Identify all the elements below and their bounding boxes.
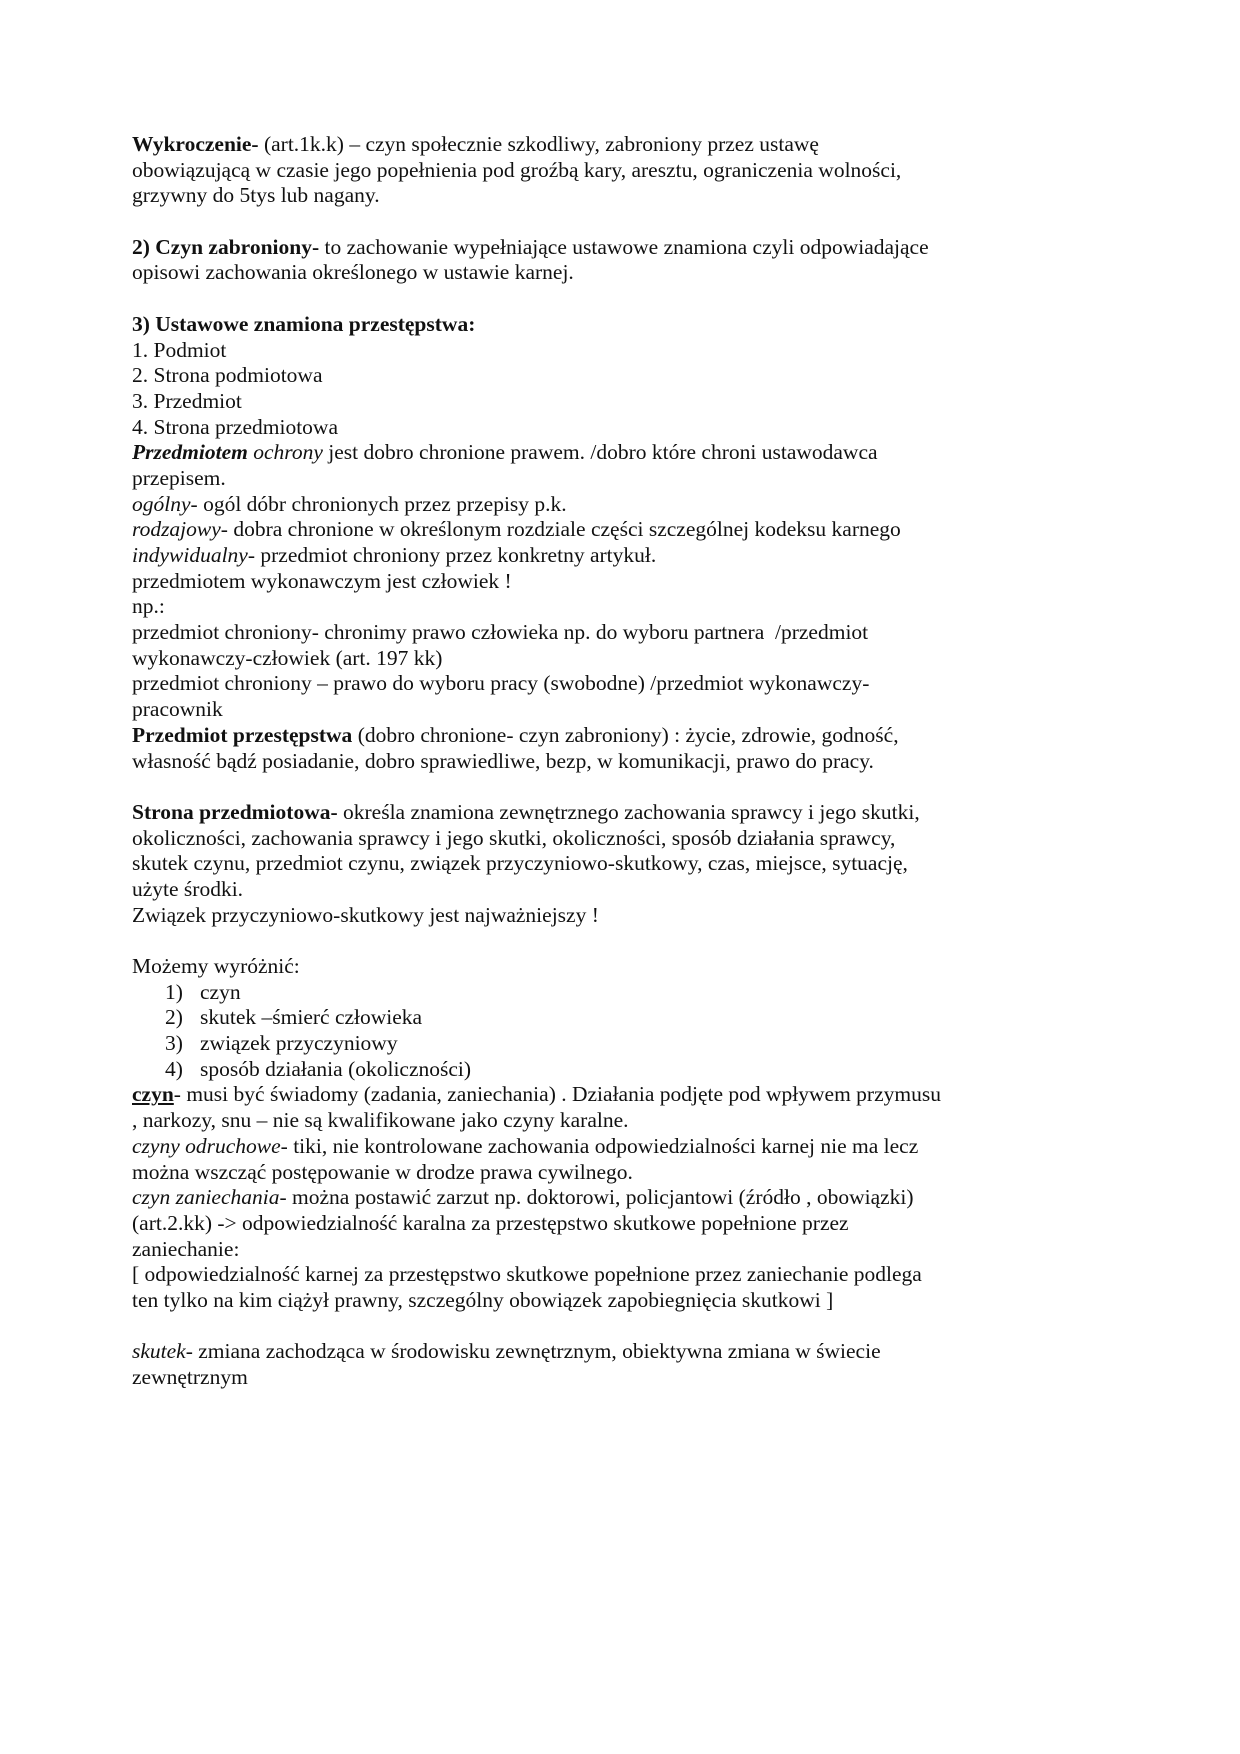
text-segment: przedmiotem wykonawczym jest człowiek ! bbox=[132, 568, 512, 593]
text-line bbox=[132, 1108, 1092, 1134]
text-segment: zewnętrznym bbox=[132, 1365, 248, 1389]
list-item bbox=[132, 1005, 1092, 1031]
text-line bbox=[132, 620, 1092, 646]
text-line bbox=[132, 1185, 1092, 1211]
text-segment: - dobra chronione w określonym rozdziale części szczególnej kodeksu karnego bbox=[220, 517, 901, 542]
text-line bbox=[132, 1288, 1092, 1314]
text-line bbox=[132, 492, 1092, 518]
text-line bbox=[132, 466, 1092, 492]
text-segment: pracownik bbox=[132, 697, 223, 722]
document-page bbox=[132, 132, 1092, 1391]
emphasized-term: czyn zaniechania bbox=[132, 1185, 280, 1210]
text-segment: własność bądź posiadanie, dobro sprawiedliwe, bezp, w komunikacji, prawo do pracy. bbox=[132, 748, 874, 773]
text-segment: [ odpowiedzialność karnej za przestępstwo skutkowe popełnione przez zaniechanie podlega bbox=[132, 1262, 922, 1287]
emphasized-term: indywidualny bbox=[132, 543, 248, 567]
text-line bbox=[132, 1082, 1092, 1108]
text-line bbox=[132, 415, 1092, 441]
text-segment: - można postawić zarzut np. doktorowi, policjantowi (źródło , obowiązki) bbox=[279, 1185, 914, 1210]
list-item bbox=[132, 1031, 1092, 1057]
emphasized-term: ogólny bbox=[132, 491, 191, 516]
text-line bbox=[132, 132, 1092, 158]
text-segment: można wszcząć postępowanie w drodze prawa cywilnego. bbox=[132, 1159, 633, 1184]
text-line bbox=[132, 338, 1092, 364]
text-line bbox=[132, 1134, 1092, 1160]
text-line bbox=[132, 1237, 1092, 1263]
text-line bbox=[132, 183, 1092, 209]
text-line bbox=[132, 1211, 1092, 1237]
text-segment: (art.2.kk) -> odpowiedzialność karalna za przestępstwo skutkowe popełnione przez bbox=[132, 1210, 849, 1235]
text-line bbox=[132, 363, 1092, 389]
text-segment: zaniechanie: bbox=[132, 1236, 240, 1261]
list-item bbox=[132, 1057, 1092, 1083]
text-segment: 4. Strona przedmiotowa bbox=[132, 414, 338, 439]
text-line bbox=[132, 800, 1092, 826]
text-segment: 3. Przedmiot bbox=[132, 388, 242, 413]
text-line bbox=[132, 235, 1092, 261]
text-line bbox=[132, 158, 1092, 184]
text-segment: sposób działania (okoliczności) bbox=[200, 1056, 472, 1081]
text-line bbox=[132, 569, 1092, 595]
emphasized-term: skutek bbox=[132, 1339, 186, 1364]
text-segment: (dobro chronione- czyn zabroniony) : życie, zdrowie, godność, bbox=[352, 722, 899, 747]
text-line bbox=[132, 543, 1092, 569]
text-segment: opisowi zachowania określonego w ustawie karnej. bbox=[132, 260, 574, 285]
text-segment: określa znamiona zewnętrznego zachowania sprawcy i jego skutki, bbox=[337, 799, 920, 824]
text-line bbox=[132, 440, 1092, 466]
text-segment: okoliczności, zachowania sprawcy i jego skutki, okoliczności, sposób działania sprawcy, bbox=[132, 825, 896, 850]
text-segment: np.: bbox=[132, 594, 165, 619]
text-segment: , narkozy, snu – nie są kwalifikowane jako czyny karalne. bbox=[132, 1108, 629, 1133]
text-segment: jest dobro chronione prawem. /dobro które chroni ustawodawca bbox=[322, 440, 878, 465]
list-item bbox=[132, 980, 1092, 1006]
emphasized-term: Wykroczenie- bbox=[132, 132, 259, 156]
text-line bbox=[132, 646, 1092, 672]
blank-line bbox=[132, 928, 1092, 954]
text-line bbox=[132, 1160, 1092, 1186]
text-segment: skutek –śmierć człowieka bbox=[200, 1005, 423, 1030]
text-segment: - ogól dóbr chronionych przez przepisy p.k. bbox=[190, 491, 567, 516]
list-number: 3) bbox=[165, 1031, 183, 1056]
text-segment: przedmiot chroniony- chronimy prawo człowieka np. do wyboru partnera /przedmiot bbox=[132, 620, 869, 645]
text-segment: - tiki, nie kontrolowane zachowania odpowiedzialności karnej nie ma lecz bbox=[280, 1133, 919, 1158]
emphasized-term: rodzajowy bbox=[132, 517, 221, 542]
list-number: 4) bbox=[165, 1056, 183, 1081]
list-number: 2) bbox=[165, 1005, 183, 1030]
text-segment: użyte środki. bbox=[132, 876, 244, 901]
text-line bbox=[132, 671, 1092, 697]
text-segment: przepisem. bbox=[132, 465, 226, 490]
text-segment: - musi być świadomy (zadania, zaniechania) . Działania podjęte pod wpływem przymusu bbox=[173, 1082, 941, 1107]
text-segment: - zmiana zachodząca w środowisku zewnętrznym, obiektywna zmiana w świecie bbox=[185, 1339, 881, 1364]
text-line bbox=[132, 517, 1092, 543]
emphasized-term: Strona przedmiotowa- bbox=[132, 799, 338, 824]
text-line bbox=[132, 1339, 1092, 1365]
text-line bbox=[132, 697, 1092, 723]
text-segment: czyn bbox=[200, 979, 241, 1004]
text-line bbox=[132, 389, 1092, 415]
blank-line bbox=[132, 1314, 1092, 1340]
emphasized-term: Przedmiot przestępstwa bbox=[132, 722, 353, 747]
text-line bbox=[132, 954, 1092, 980]
text-line bbox=[132, 749, 1092, 775]
text-line bbox=[132, 312, 1092, 338]
text-segment: przedmiot chroniony – prawo do wyboru pracy (swobodne) /przedmiot wykonawczy- bbox=[132, 671, 870, 696]
blank-line bbox=[132, 209, 1092, 235]
text-line bbox=[132, 851, 1092, 877]
text-line bbox=[132, 1262, 1092, 1288]
text-segment: Związek przyczyniowo-skutkowy jest najważniejszy ! bbox=[132, 902, 599, 927]
text-segment: Możemy wyróżnić: bbox=[132, 954, 300, 978]
text-segment: to zachowanie wypełniające ustawowe znamiona czyli odpowiadające bbox=[319, 234, 929, 259]
text-segment: wykonawczy-człowiek (art. 197 kk) bbox=[132, 645, 443, 670]
emphasized-term: czyn bbox=[132, 1082, 174, 1107]
emphasized-term: ochrony bbox=[247, 440, 323, 465]
text-segment: 2. Strona podmiotowa bbox=[132, 363, 323, 388]
text-line bbox=[132, 903, 1092, 929]
text-segment: grzywny do 5tys lub nagany. bbox=[132, 183, 380, 208]
blank-line bbox=[132, 286, 1092, 312]
emphasized-term: 2) Czyn zabroniony- bbox=[132, 234, 320, 259]
list-number: 1) bbox=[165, 979, 183, 1004]
text-segment: skutek czynu, przedmiot czynu, związek przyczyniowo-skutkowy, czas, miejsce, sytuację, bbox=[132, 851, 908, 876]
text-line bbox=[132, 260, 1092, 286]
blank-line bbox=[132, 774, 1092, 800]
text-segment: 1. Podmiot bbox=[132, 337, 227, 362]
text-line bbox=[132, 723, 1092, 749]
emphasized-term: Przedmiotem bbox=[132, 440, 248, 465]
emphasized-term: 3) Ustawowe znamiona przestępstwa: bbox=[132, 311, 476, 336]
text-segment: (art.1k.k) – czyn społecznie szkodliwy, zabroniony przez ustawę bbox=[258, 132, 819, 156]
text-segment: - przedmiot chroniony przez konkretny artykuł. bbox=[247, 543, 657, 567]
text-line bbox=[132, 1365, 1092, 1391]
text-segment: związek przyczyniowy bbox=[200, 1031, 398, 1056]
text-segment: obowiązującą w czasie jego popełnienia pod groźbą kary, aresztu, ograniczenia wolności, bbox=[132, 157, 902, 182]
text-line bbox=[132, 877, 1092, 903]
emphasized-term: czyny odruchowe bbox=[132, 1133, 281, 1158]
text-line bbox=[132, 826, 1092, 852]
text-segment: ten tylko na kim ciążył prawny, szczególny obowiązek zapobiegnięcia skutkowi ] bbox=[132, 1287, 834, 1312]
text-line bbox=[132, 594, 1092, 620]
